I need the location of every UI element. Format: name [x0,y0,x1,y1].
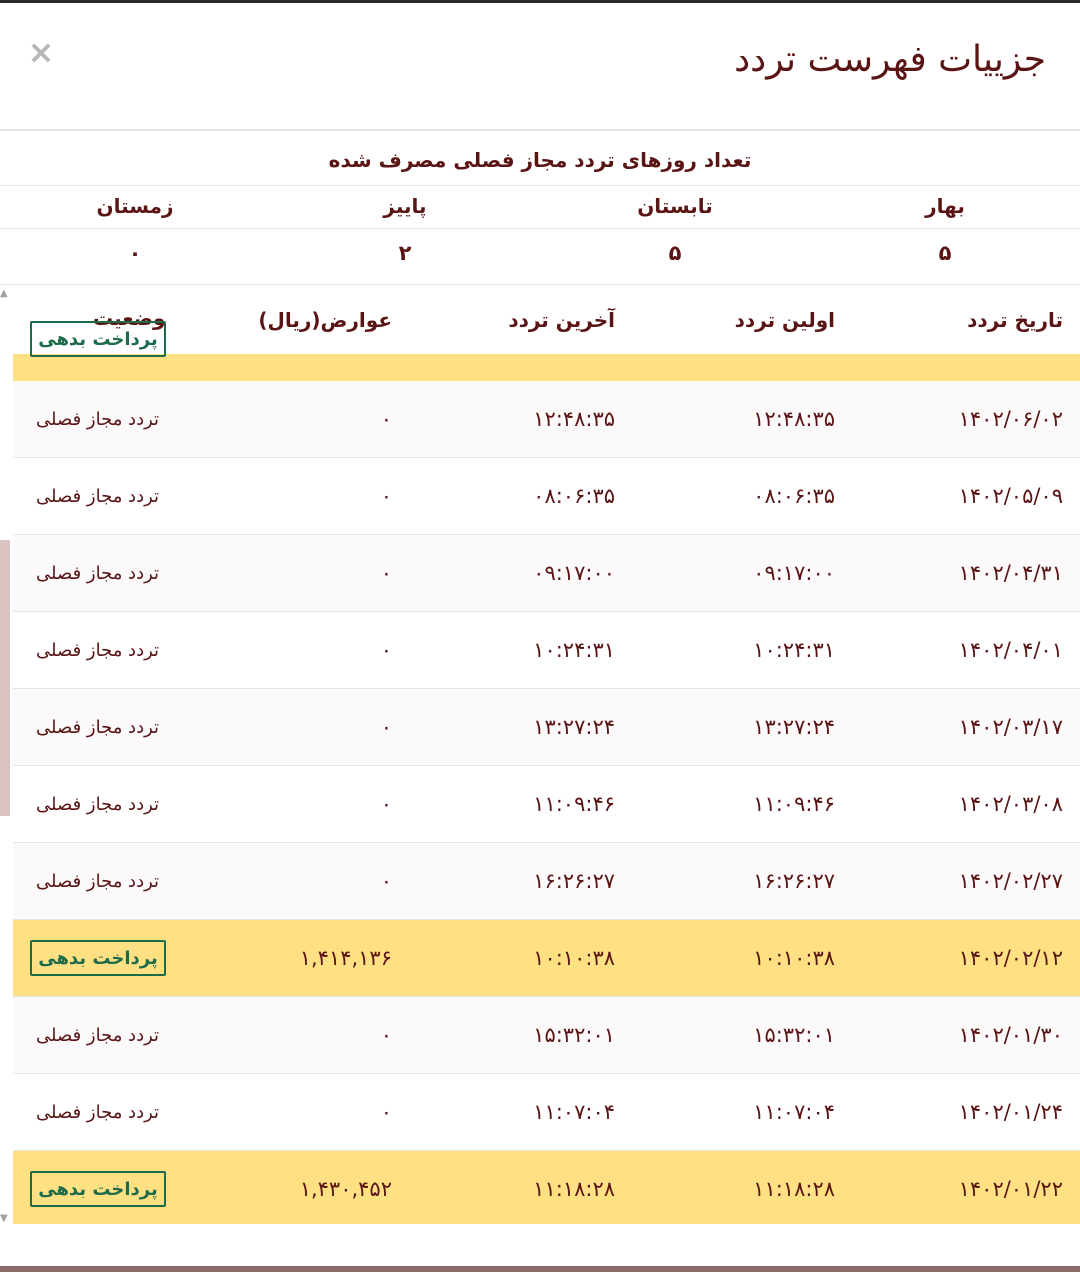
row-date: ۱۴۰۲/۰۳/۱۷ [958,715,1063,739]
pay-debt-button[interactable]: پرداخت بدهی [30,940,166,976]
row-last-entry: ۱۰:۱۰:۳۸ [533,946,615,970]
table-row [13,997,1080,1074]
season-winter-label: زمستان [96,194,174,218]
header-status: وضعیت [93,306,166,330]
row-status: تردد مجاز فصلی [36,639,160,661]
row-last-entry: ۱۶:۲۶:۲۷ [533,869,615,893]
row-date: ۱۴۰۲/۰۱/۲۴ [958,1100,1063,1124]
traffic-table [13,286,1080,1224]
row-status: تردد مجاز فصلی [36,870,160,892]
row-status: تردد مجاز فصلی [36,562,160,584]
row-last-entry: ۱۱:۰۷:۰۴ [533,1100,615,1124]
season-autumn-label: پاییز [383,194,427,218]
row-first-entry: ۰۹:۱۷:۰۰ [753,561,835,585]
season-summer-label: تابستان [637,194,713,218]
modal-bottom-border [0,1266,1080,1272]
row-amount: ۰ [380,407,392,431]
season-winter-value: ۰ [128,241,142,265]
season-spring-label: بهار [925,194,965,218]
row-last-entry: ۱۳:۲۷:۲۴ [533,715,615,739]
table-row [13,843,1080,920]
row-first-entry: ۰۸:۰۶:۳۵ [753,484,835,508]
pay-debt-button[interactable]: پرداخت بدهی [30,1171,166,1207]
row-amount: ۰ [380,1100,392,1124]
row-status: تردد مجاز فصلی [36,1101,160,1123]
table-row [13,766,1080,843]
table-row [13,535,1080,612]
header-last-entry: آخرین تردد [508,308,615,332]
modal-header [0,3,1080,131]
row-status: تردد مجاز فصلی [36,1024,160,1046]
row-amount: ۰ [380,561,392,585]
scrollbar-thumb[interactable] [0,540,10,816]
table-row [13,1074,1080,1151]
partial-debt-row [13,354,1080,381]
row-status: تردد مجاز فصلی [36,485,160,507]
row-amount: ۰ [380,638,392,662]
row-last-entry: ۱۲:۴۸:۳۵ [533,407,615,431]
header-first-entry: اولین تردد [734,308,835,332]
row-date: ۱۴۰۲/۰۴/۰۱ [958,638,1063,662]
row-last-entry: ۰۸:۰۶:۳۵ [533,484,615,508]
row-date: ۱۴۰۲/۰۲/۲۷ [958,869,1063,893]
row-first-entry: ۱۱:۰۹:۴۶ [753,792,835,816]
table-row [13,920,1080,997]
table-row [13,381,1080,458]
header-date: تاریخ تردد [967,308,1063,332]
row-status: تردد مجاز فصلی [36,716,160,738]
row-amount: ۱,۴۳۰,۴۵۲ [299,1177,392,1201]
row-date: ۱۴۰۲/۰۵/۰۹ [958,484,1063,508]
header-amount: عوارض(ریال) [258,308,392,332]
row-amount: ۰ [380,869,392,893]
row-first-entry: ۱۱:۱۸:۲۸ [753,1177,835,1201]
table-row [13,1151,1080,1224]
season-summer-value: ۵ [668,241,682,265]
table-header [13,286,1080,354]
row-first-entry: ۱۶:۲۶:۲۷ [753,869,835,893]
season-autumn-value: ۲ [398,241,412,265]
row-last-entry: ۱۵:۳۲:۰۱ [533,1023,615,1047]
row-last-entry: ۱۰:۲۴:۳۱ [533,638,615,662]
table-body [13,381,1080,1224]
scroll-down-arrow-icon[interactable]: ▼ [0,1213,8,1224]
row-amount: ۰ [380,1023,392,1047]
traffic-table-scroll[interactable] [0,286,1080,1224]
season-spring-value: ۵ [938,241,952,265]
pay-debt-button[interactable]: پرداخت بدهی [30,321,166,357]
row-date: ۱۴۰۲/۰۳/۰۸ [958,792,1063,816]
row-first-entry: ۱۱:۰۷:۰۴ [753,1100,835,1124]
row-date: ۱۴۰۲/۰۲/۱۲ [958,946,1063,970]
row-date: ۱۴۰۲/۰۶/۰۲ [958,407,1063,431]
row-last-entry: ۱۱:۱۸:۲۸ [533,1177,615,1201]
row-first-entry: ۱۰:۱۰:۳۸ [753,946,835,970]
row-first-entry: ۱۲:۴۸:۳۵ [753,407,835,431]
scroll-up-arrow-icon[interactable]: ▲ [0,288,8,299]
season-values-row [0,229,1080,285]
close-icon[interactable]: × [27,33,55,71]
row-first-entry: ۱۵:۳۲:۰۱ [753,1023,835,1047]
row-first-entry: ۱۰:۲۴:۳۱ [753,638,835,662]
table-row [13,458,1080,535]
row-last-entry: ۰۹:۱۷:۰۰ [533,561,615,585]
row-first-entry: ۱۳:۲۷:۲۴ [753,715,835,739]
row-last-entry: ۱۱:۰۹:۴۶ [533,792,615,816]
modal-title: جزییات فهرست تردد [734,39,1046,80]
row-amount: ۰ [380,484,392,508]
summary-title: تعداد روزهای تردد مجاز فصلی مصرف شده [0,131,1080,186]
row-status: تردد مجاز فصلی [36,793,160,815]
table-row [13,689,1080,766]
season-summary [0,131,1080,285]
row-date: ۱۴۰۲/۰۱/۲۲ [958,1177,1063,1201]
row-amount: ۰ [380,792,392,816]
row-amount: ۰ [380,715,392,739]
season-names-row [0,186,1080,229]
row-amount: ۱,۴۱۴,۱۳۶ [299,946,392,970]
row-date: ۱۴۰۲/۰۱/۳۰ [958,1023,1063,1047]
table-row [13,612,1080,689]
row-status: تردد مجاز فصلی [36,408,160,430]
row-date: ۱۴۰۲/۰۴/۳۱ [958,561,1063,585]
